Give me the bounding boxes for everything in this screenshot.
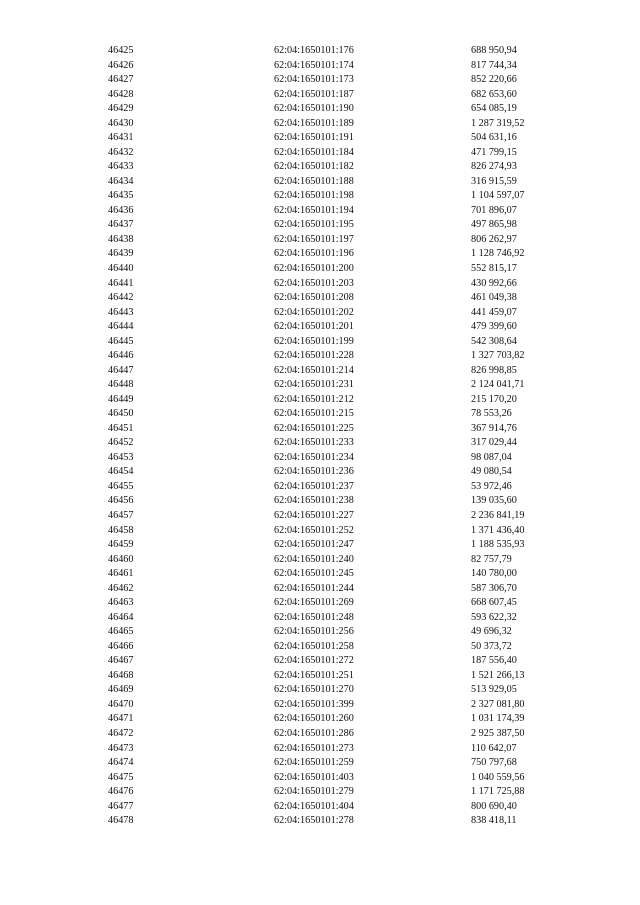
cadastral-value: 140 780,00 (471, 568, 517, 580)
row-number: 46441 (108, 277, 134, 289)
cadastral-number: 62:04:1650101:174 (274, 59, 354, 71)
cadastral-value: 53 972,46 (471, 480, 512, 492)
cadastral-value: 1 188 535,93 (471, 539, 525, 551)
table-row (108, 378, 571, 393)
row-number: 46459 (108, 539, 134, 551)
cadastral-number: 62:04:1650101:399 (274, 698, 354, 710)
row-number: 46477 (108, 800, 134, 812)
cadastral-value: 1 040 559,56 (471, 771, 525, 783)
table-row (108, 306, 571, 321)
table-row (108, 218, 571, 233)
table-row (108, 742, 571, 757)
table-row (108, 524, 571, 539)
table-row (108, 654, 571, 669)
row-number: 46475 (108, 771, 134, 783)
table-row (108, 393, 571, 408)
cadastral-value: 187 556,40 (471, 655, 517, 667)
cadastral-value: 701 896,07 (471, 204, 517, 216)
cadastral-value: 542 308,64 (471, 335, 517, 347)
row-number: 46466 (108, 640, 134, 652)
cadastral-number: 62:04:1650101:227 (274, 510, 354, 521)
cadastral-number: 62:04:1650101:404 (274, 800, 354, 812)
row-number: 46472 (108, 727, 134, 739)
table-row (108, 175, 571, 190)
cadastral-value: 50 373,72 (471, 640, 512, 652)
row-number: 46470 (108, 698, 134, 710)
cadastral-number: 62:04:1650101:194 (274, 204, 354, 216)
row-number: 46430 (108, 117, 134, 129)
row-number: 46442 (108, 292, 134, 304)
row-number: 46454 (108, 466, 134, 478)
cadastral-number: 62:04:1650101:238 (274, 495, 354, 507)
table-body (108, 44, 571, 829)
cadastral-number: 62:04:1650101:195 (274, 219, 354, 231)
table-row (108, 509, 571, 524)
cadastral-value: 654 085,19 (471, 103, 517, 115)
cadastral-number: 62:04:1650101:248 (274, 611, 354, 623)
table-row (108, 160, 571, 175)
cadastral-number: 62:04:1650101:256 (274, 626, 354, 638)
cadastral-value: 504 631,16 (471, 132, 517, 144)
row-number: 46460 (108, 553, 134, 565)
row-number: 46434 (108, 175, 134, 187)
cadastral-value: 826 998,85 (471, 364, 517, 376)
cadastral-number: 62:04:1650101:272 (274, 655, 354, 667)
row-number: 46467 (108, 655, 134, 667)
table-row (108, 494, 571, 509)
cadastral-number: 62:04:1650101:187 (274, 88, 354, 100)
cadastral-value: 826 274,93 (471, 161, 517, 173)
cadastral-value: 1 371 436,40 (471, 524, 525, 536)
cadastral-number: 62:04:1650101:208 (274, 292, 354, 304)
cadastral-value: 817 744,34 (471, 59, 517, 71)
row-number: 46476 (108, 786, 134, 798)
cadastral-value: 513 929,05 (471, 684, 517, 696)
table-row (108, 640, 571, 655)
cadastral-number: 62:04:1650101:403 (274, 771, 354, 783)
cadastral-number: 62:04:1650101:202 (274, 306, 354, 318)
cadastral-value: 1 327 703,82 (471, 350, 525, 362)
cadastral-number: 62:04:1650101:234 (274, 451, 354, 463)
row-number: 46439 (108, 248, 134, 260)
cadastral-value: 838 418,11 (471, 815, 517, 827)
table-row (108, 596, 571, 611)
cadastral-value: 49 080,54 (471, 466, 512, 478)
cadastral-value: 78 553,26 (471, 408, 512, 420)
cadastral-number: 62:04:1650101:237 (274, 480, 354, 492)
cadastral-value: 110 642,07 (471, 742, 517, 754)
row-number: 46462 (108, 582, 134, 594)
cadastral-number: 62:04:1650101:247 (274, 539, 354, 551)
cadastral-value-table (108, 44, 571, 829)
table-row (108, 59, 571, 74)
cadastral-value: 806 262,97 (471, 233, 517, 245)
table-row (108, 669, 571, 684)
table-row (108, 364, 571, 379)
table-row (108, 422, 571, 437)
table-row (108, 698, 571, 713)
table-row (108, 247, 571, 262)
cadastral-value: 682 653,60 (471, 88, 517, 100)
table-row (108, 131, 571, 146)
cadastral-value: 215 170,20 (471, 393, 517, 405)
row-number: 46455 (108, 480, 134, 492)
cadastral-value: 139 035,60 (471, 495, 517, 507)
cadastral-number: 62:04:1650101:286 (274, 727, 354, 739)
cadastral-number: 62:04:1650101:173 (274, 74, 354, 86)
table-row (108, 44, 571, 59)
row-number: 46446 (108, 350, 134, 362)
cadastral-number: 62:04:1650101:228 (274, 350, 354, 362)
table-row (108, 785, 571, 800)
row-number: 46471 (108, 713, 134, 725)
row-number: 46437 (108, 219, 134, 231)
cadastral-number: 62:04:1650101:270 (274, 684, 354, 696)
cadastral-number: 62:04:1650101:214 (274, 364, 354, 376)
cadastral-number: 62:04:1650101:197 (274, 233, 354, 245)
row-number: 46464 (108, 611, 134, 623)
cadastral-number: 62:04:1650101:231 (274, 379, 354, 391)
cadastral-value: 430 992,66 (471, 277, 517, 289)
cadastral-value: 552 815,17 (471, 262, 517, 274)
row-number: 46453 (108, 451, 134, 463)
table-row (108, 88, 571, 103)
row-number: 46456 (108, 495, 134, 507)
cadastral-number: 62:04:1650101:196 (274, 248, 354, 260)
cadastral-value: 2 327 081,80 (471, 698, 525, 710)
table-row (108, 73, 571, 88)
row-number: 46431 (108, 132, 134, 144)
row-number: 46449 (108, 393, 134, 405)
table-row (108, 553, 571, 568)
cadastral-number: 62:04:1650101:244 (274, 582, 354, 594)
row-number: 46451 (108, 422, 134, 434)
cadastral-value: 593 622,32 (471, 611, 517, 623)
cadastral-number: 62:04:1650101:278 (274, 815, 354, 827)
table-row (108, 480, 571, 495)
cadastral-value: 1 128 746,92 (471, 248, 525, 260)
row-number: 46443 (108, 306, 134, 318)
table-row (108, 465, 571, 480)
cadastral-number: 62:04:1650101:279 (274, 786, 354, 798)
row-number: 46469 (108, 684, 134, 696)
cadastral-number: 62:04:1650101:212 (274, 393, 354, 405)
row-number: 46435 (108, 190, 134, 202)
cadastral-value: 750 797,68 (471, 757, 517, 769)
row-number: 46468 (108, 669, 134, 681)
row-number: 46427 (108, 74, 134, 86)
row-number: 46452 (108, 437, 134, 449)
row-number: 46429 (108, 103, 134, 115)
table-row (108, 582, 571, 597)
cadastral-number: 62:04:1650101:225 (274, 422, 354, 434)
cadastral-value: 1 287 319,52 (471, 117, 525, 129)
row-number: 46426 (108, 59, 134, 71)
cadastral-number: 62:04:1650101:189 (274, 117, 354, 129)
table-row (108, 611, 571, 626)
table-row (108, 146, 571, 161)
cadastral-number: 62:04:1650101:252 (274, 524, 354, 536)
cadastral-number: 62:04:1650101:188 (274, 175, 354, 187)
cadastral-value: 2 925 387,50 (471, 727, 525, 739)
cadastral-value: 2 124 041,71 (471, 379, 525, 391)
cadastral-number: 62:04:1650101:198 (274, 190, 354, 202)
cadastral-value: 668 607,45 (471, 597, 517, 609)
table-row (108, 291, 571, 306)
cadastral-number: 62:04:1650101:273 (274, 742, 354, 754)
table-row (108, 102, 571, 117)
cadastral-number: 62:04:1650101:258 (274, 640, 354, 652)
row-number: 46444 (108, 321, 134, 333)
row-number: 46436 (108, 204, 134, 216)
cadastral-number: 62:04:1650101:240 (274, 553, 354, 565)
cadastral-value: 1 521 266,13 (471, 669, 525, 681)
cadastral-number: 62:04:1650101:199 (274, 335, 354, 347)
table-row (108, 233, 571, 248)
cadastral-number: 62:04:1650101:233 (274, 437, 354, 449)
row-number: 46440 (108, 262, 134, 274)
cadastral-number: 62:04:1650101:251 (274, 669, 354, 681)
row-number: 46447 (108, 364, 134, 376)
cadastral-value: 1 031 174,39 (471, 713, 525, 725)
table-row (108, 320, 571, 335)
row-number: 46461 (108, 568, 134, 580)
table-row (108, 262, 571, 277)
row-number: 46474 (108, 757, 134, 769)
cadastral-value: 82 757,79 (471, 553, 512, 565)
table-row (108, 335, 571, 350)
row-number: 46450 (108, 408, 134, 420)
table-row (108, 567, 571, 582)
cadastral-value: 479 399,60 (471, 321, 517, 333)
cadastral-value: 587 306,70 (471, 582, 517, 594)
table-row (108, 204, 571, 219)
cadastral-value: 316 915,59 (471, 175, 517, 187)
row-number: 46478 (108, 815, 134, 827)
row-number: 46465 (108, 626, 134, 638)
cadastral-number: 62:04:1650101:203 (274, 277, 354, 289)
table-row (108, 683, 571, 698)
row-number: 46432 (108, 146, 134, 158)
cadastral-number: 62:04:1650101:191 (274, 132, 354, 144)
cadastral-value: 367 914,76 (471, 422, 517, 434)
row-number: 46457 (108, 510, 134, 521)
table-row (108, 814, 571, 829)
row-number: 46445 (108, 335, 134, 347)
table-row (108, 277, 571, 292)
cadastral-number: 62:04:1650101:269 (274, 597, 354, 609)
cadastral-value: 688 950,94 (471, 45, 517, 56)
table-row (108, 756, 571, 771)
cadastral-number: 62:04:1650101:236 (274, 466, 354, 478)
row-number: 46428 (108, 88, 134, 100)
cadastral-number: 62:04:1650101:184 (274, 146, 354, 158)
cadastral-number: 62:04:1650101:259 (274, 757, 354, 769)
table-row (108, 625, 571, 640)
table-row (108, 538, 571, 553)
cadastral-value: 2 236 841,19 (471, 510, 525, 521)
cadastral-number: 62:04:1650101:245 (274, 568, 354, 580)
table-row (108, 727, 571, 742)
cadastral-value: 317 029,44 (471, 437, 517, 449)
cadastral-number: 62:04:1650101:260 (274, 713, 354, 725)
cadastral-value: 98 087,04 (471, 451, 512, 463)
row-number: 46433 (108, 161, 134, 173)
cadastral-value: 852 220,66 (471, 74, 517, 86)
cadastral-value: 461 049,38 (471, 292, 517, 304)
cadastral-value: 441 459,07 (471, 306, 517, 318)
table-row (108, 117, 571, 132)
row-number: 46458 (108, 524, 134, 536)
cadastral-number: 62:04:1650101:200 (274, 262, 354, 274)
cadastral-value: 1 104 597,07 (471, 190, 525, 202)
table-row (108, 712, 571, 727)
cadastral-value: 1 171 725,88 (471, 786, 525, 798)
cadastral-number: 62:04:1650101:201 (274, 321, 354, 333)
cadastral-value: 497 865,98 (471, 219, 517, 231)
cadastral-value: 49 696,32 (471, 626, 512, 638)
cadastral-value: 471 799,15 (471, 146, 517, 158)
table-row (108, 800, 571, 815)
row-number: 46438 (108, 233, 134, 245)
row-number: 46463 (108, 597, 134, 609)
cadastral-number: 62:04:1650101:215 (274, 408, 354, 420)
table-row (108, 436, 571, 451)
row-number: 46425 (108, 45, 134, 56)
cadastral-number: 62:04:1650101:190 (274, 103, 354, 115)
table-row (108, 189, 571, 204)
row-number: 46448 (108, 379, 134, 391)
cadastral-number: 62:04:1650101:182 (274, 161, 354, 173)
table-row (108, 349, 571, 364)
table-row (108, 771, 571, 786)
table-row (108, 407, 571, 422)
table-row (108, 451, 571, 466)
cadastral-value: 800 690,40 (471, 800, 517, 812)
row-number: 46473 (108, 742, 134, 754)
cadastral-number: 62:04:1650101:176 (274, 45, 354, 56)
